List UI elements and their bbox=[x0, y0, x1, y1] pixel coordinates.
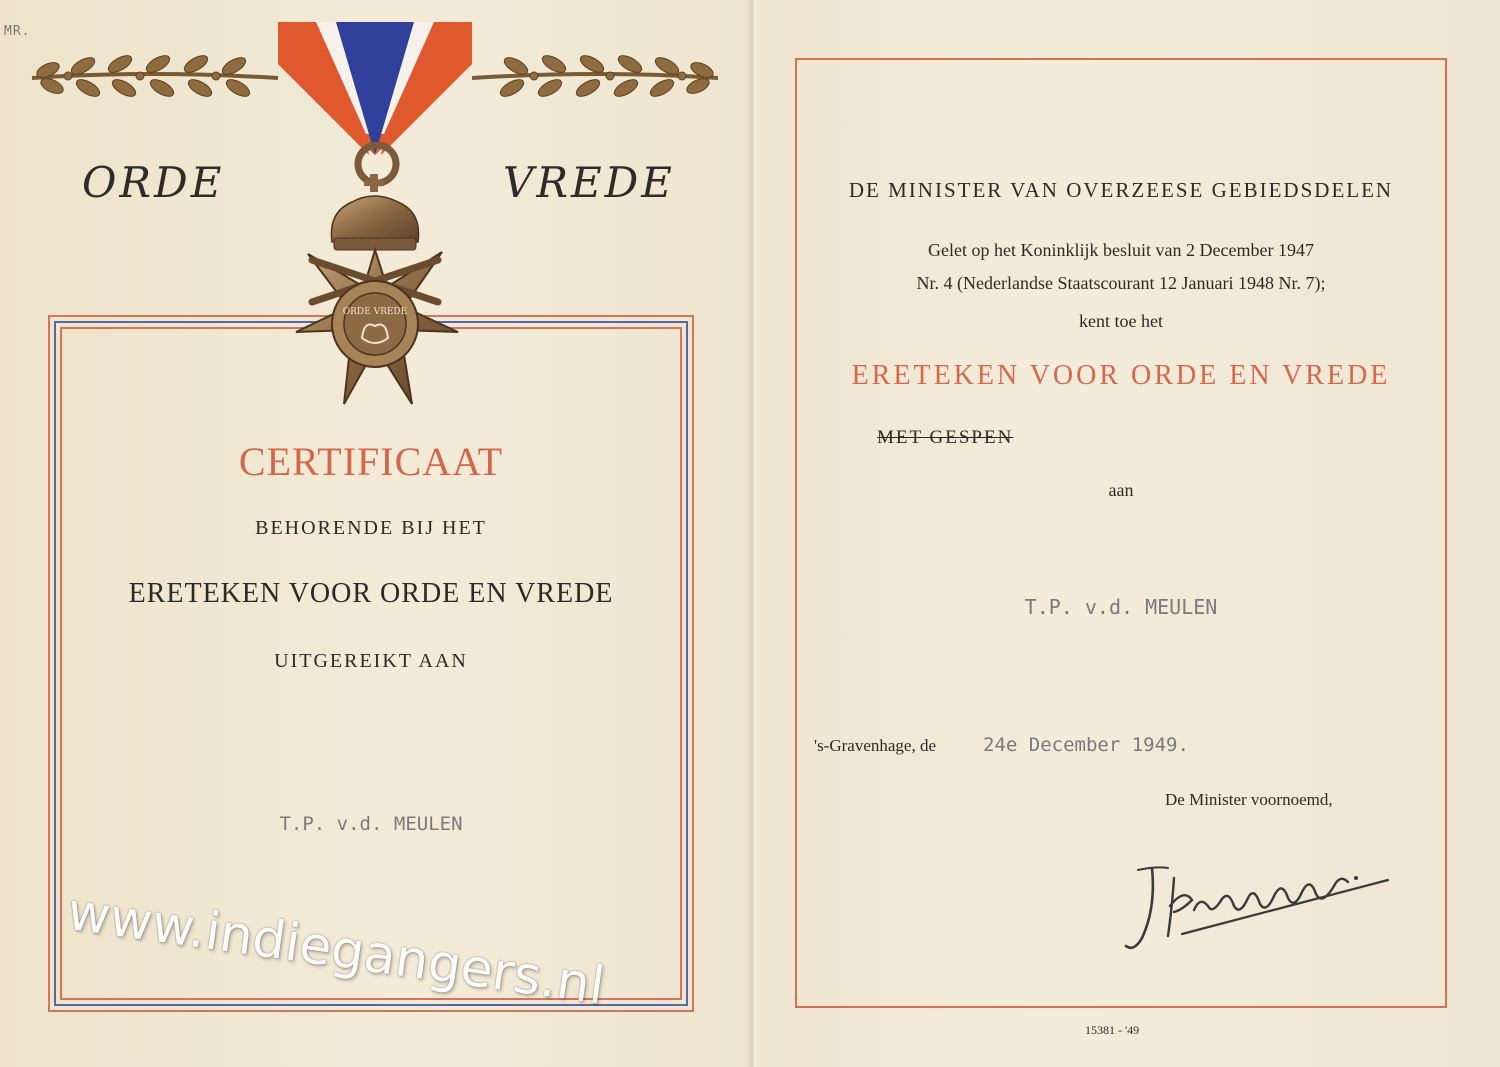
title-word-left: ORDE bbox=[82, 158, 225, 207]
certificate-line-issued: UITGEREIKT AAN bbox=[274, 650, 468, 672]
corner-mark: MR. bbox=[4, 24, 31, 39]
watermark: www.indiegangers.nl bbox=[63, 882, 609, 1017]
center-fold bbox=[746, 0, 760, 1067]
issue-date: 24e December 1949. bbox=[983, 734, 1189, 756]
medal-motto: ORDE VREDE bbox=[342, 307, 408, 317]
grants-line: kent toe het bbox=[1079, 311, 1163, 331]
signatory-label: De Minister voornoemd, bbox=[1165, 790, 1333, 809]
award-name: ERETEKEN VOOR ORDE EN VREDE bbox=[851, 360, 1391, 391]
minister-heading: DE MINISTER VAN OVERZEESE GEBIEDSDELEN bbox=[848, 178, 1394, 202]
certificate-award-name: ERETEKEN VOOR ORDE EN VREDE bbox=[128, 578, 614, 609]
certificate-title: CERTIFICAAT bbox=[238, 439, 504, 484]
medal-star-icon bbox=[252, 142, 492, 422]
place-label: 's-Gravenhage, de bbox=[814, 736, 937, 755]
certificate-recipient: T.P. v.d. MEULEN bbox=[279, 813, 463, 835]
to-line: aan bbox=[1108, 480, 1134, 500]
certificate-line-belonging: BEHORENDE BIJ HET bbox=[255, 517, 487, 539]
document-reference: 15381 - '49 bbox=[1085, 1023, 1140, 1037]
title-word-right: VREDE bbox=[503, 158, 675, 207]
decree-line-2: Nr. 4 (Nederlandse Staatscourant 12 Januari 1948 Nr. 7); bbox=[916, 273, 1326, 293]
oak-branch-left bbox=[28, 48, 280, 98]
recipient-name: T.P. v.d. MEULEN bbox=[1024, 595, 1218, 619]
decree-line-1: Gelet op het Koninklijk besluit van 2 December 1947 bbox=[928, 240, 1314, 260]
oak-branch-right bbox=[470, 48, 722, 98]
signature bbox=[1112, 848, 1402, 963]
clasp-struck-text: MET GESPEN bbox=[877, 427, 1014, 448]
medal-ribbon bbox=[276, 22, 474, 157]
